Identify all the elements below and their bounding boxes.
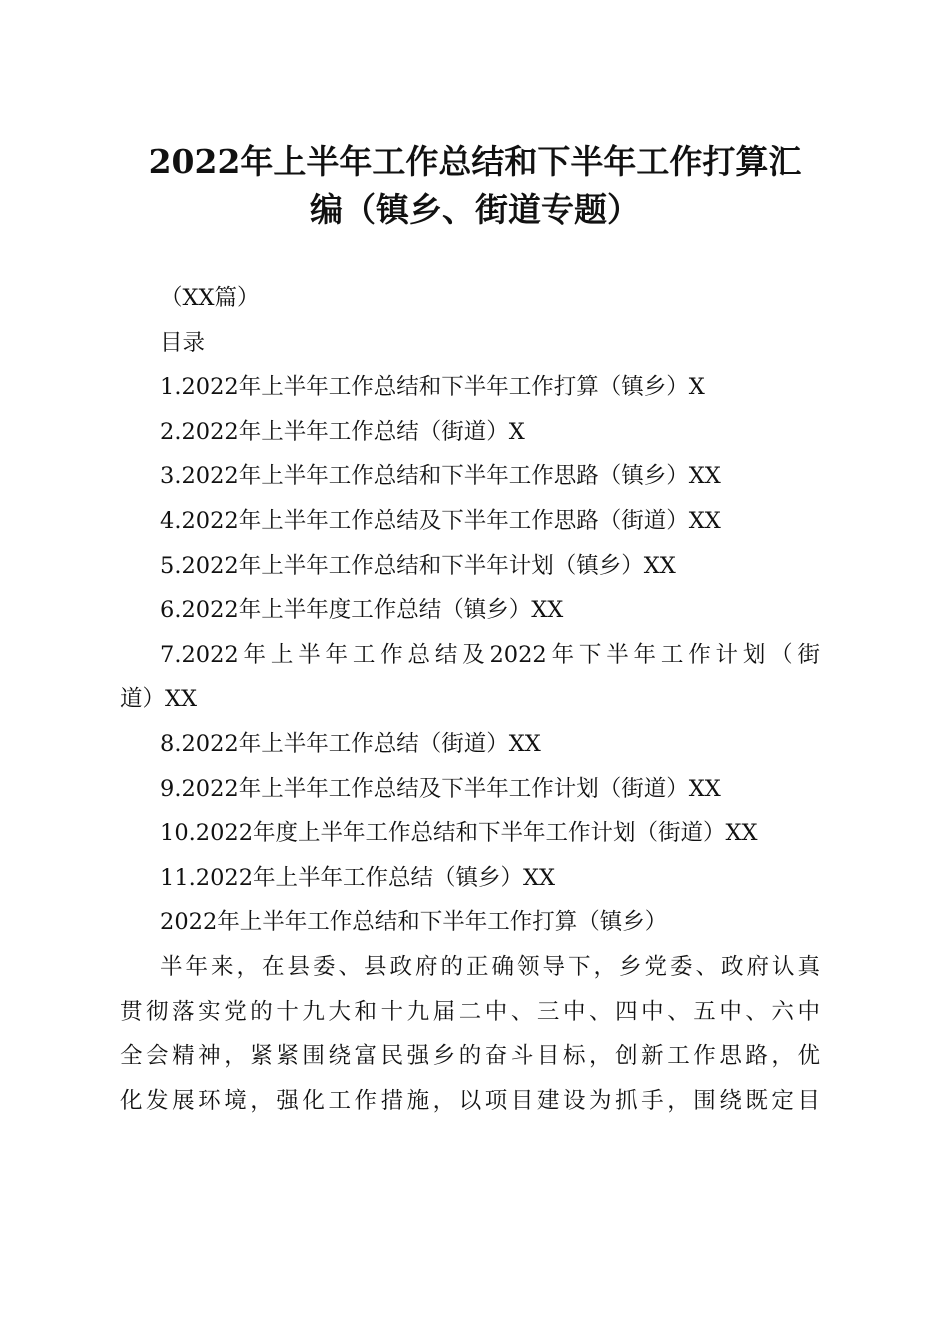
document-body — [120, 276, 820, 1123]
section-title: 2022年上半年工作总结和下半年工作打算（镇乡） — [160, 909, 668, 936]
toc-item: 9.2022年上半年工作总结及下半年工作计划（街道）XX — [160, 775, 721, 802]
paragraph-line: 半年来，在县委、县政府的正确领导下，乡党委、政府认真 — [160, 953, 820, 980]
paragraph-line: 全会精神，紧紧围绕富民强乡的奋斗目标，创新工作思路，优 — [120, 1043, 820, 1070]
title-line-1: 2022年上半年工作总结和下半年工作打算汇 — [148, 142, 802, 181]
toc-item: 1.2022年上半年工作总结和下半年工作打算（镇乡）X — [160, 374, 705, 401]
toc-heading: 目录 — [160, 329, 206, 356]
toc-item: 10.2022年度上半年工作总结和下半年工作计划（街道）XX — [160, 820, 758, 847]
subtitle: （XX篇） — [160, 285, 260, 311]
toc-item: 8.2022年上半年工作总结（街道）XX — [160, 730, 541, 757]
toc-item-continuation: 道）XX — [120, 686, 198, 713]
document-title — [120, 138, 830, 234]
toc-item: 4.2022年上半年工作总结及下半年工作思路（街道）XX — [160, 507, 721, 534]
toc-item: 7.2022年上半年工作总结及2022年下半年工作计划（街 — [160, 641, 820, 668]
toc-item: 2.2022年上半年工作总结（街道）X — [160, 418, 525, 445]
paragraph-line: 贯彻落实党的十九大和十九届二中、三中、四中、五中、六中 — [120, 998, 820, 1025]
title-line-2: 编（镇乡、街道专题） — [310, 190, 640, 229]
paragraph-line: 化发展环境，强化工作措施，以项目建设为抓手，围绕既定目 — [120, 1087, 820, 1114]
toc-item: 6.2022年上半年度工作总结（镇乡）XX — [160, 597, 564, 624]
toc-item: 3.2022年上半年工作总结和下半年工作思路（镇乡）XX — [160, 463, 721, 490]
toc-item: 5.2022年上半年工作总结和下半年计划（镇乡）XX — [160, 552, 676, 579]
toc-item: 11.2022年上半年工作总结（镇乡）XX — [160, 864, 556, 891]
